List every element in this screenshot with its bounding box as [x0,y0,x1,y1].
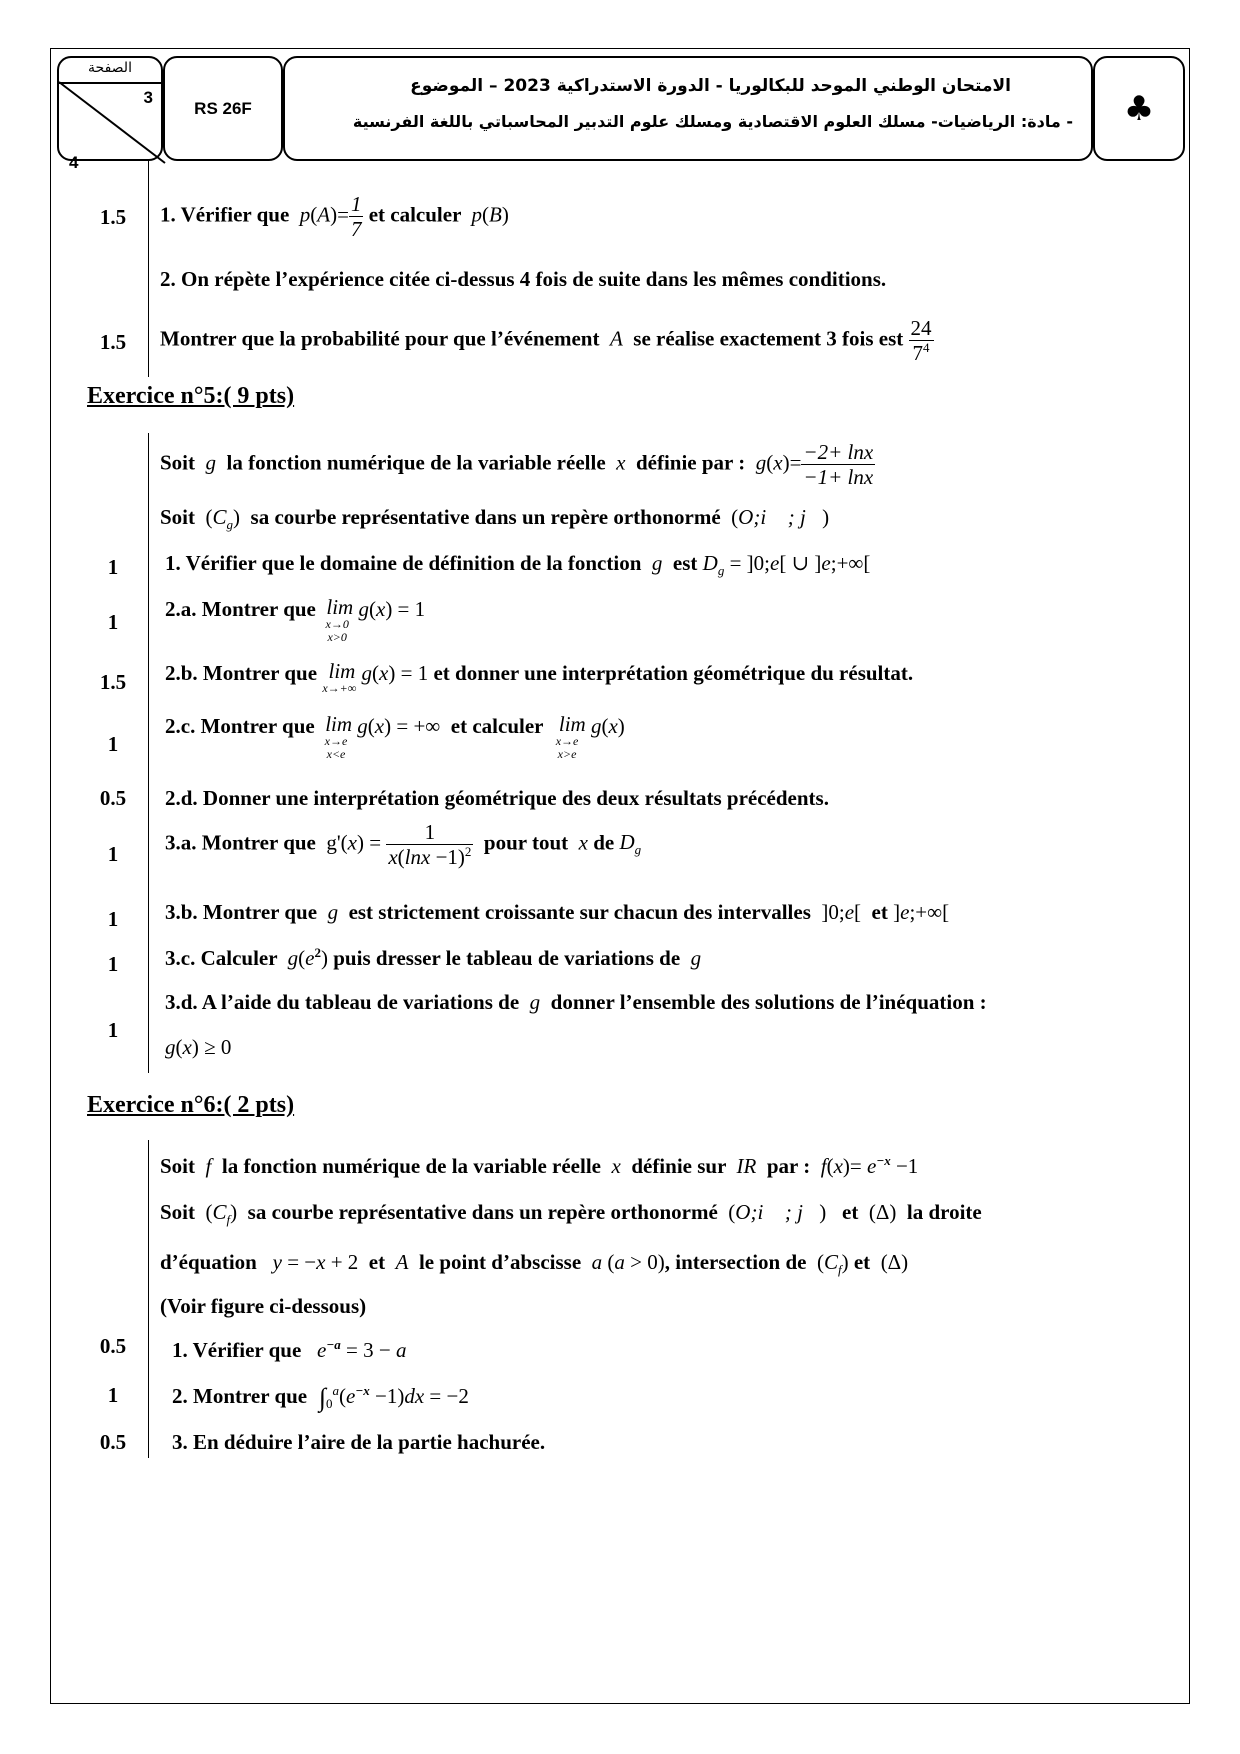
ex4-q1: 1. Vérifier que p(A)= $\frac{1}{7}$ et calculer p(B) [160,192,509,242]
ex5-q3d-inequation: g(x) ≥ 0 [165,1035,232,1059]
ex5-q3c: 3.c. Calculer $g(e^2)$ puis dresser le tableau de variations de g [165,945,702,970]
question-text: Montrer que la probabilité pour que l’événement [160,326,600,351]
margin-line-ex4 [148,161,149,377]
text: sa courbe représentative dans un repère orthonormé [247,1200,718,1224]
exam-code: RS 26F [163,56,283,161]
margin-line-ex6 [148,1140,149,1458]
points: 1.5 [99,670,127,694]
exam-title-line1: الامتحان الوطني الموحد للبكالوريا - الدورة الاستدراكية 2023 – الموضوع [410,76,1011,96]
text: définie par : [635,450,746,475]
points: 1 [107,952,119,976]
text: Soit [160,1200,196,1224]
exercise-6-title: Exercice n°6:( 2 pts) [87,1092,295,1118]
question-text: puis dresser le tableau de variations de [333,946,681,970]
text: Soit [160,1154,196,1178]
points: 1 [107,1018,119,1042]
question-text: 2.c. Montrer que [165,714,315,738]
text: la fonction numérique de la variable réelle [221,1154,601,1178]
page-number-box [57,56,163,172]
question-text: est strictement croissante sur chacun des intervalles [348,900,811,924]
points: 1.5 [99,330,127,354]
question-text: 1. Vérifier que [172,1338,302,1362]
ex5-q2c: 2.c. Montrer que lim x→e x<e g(x) = +∞ et calculer lim x→e x>e g(x) [165,712,625,761]
question-text: 1. Vérifier que [160,202,290,227]
ex5-q2d: 2.d. Donner une interprétation géométrique des deux résultats précédents. [165,786,829,810]
margin-line-ex5 [148,433,149,1073]
page-frame [50,48,1190,1704]
club-icon: ♣ [1093,56,1185,161]
text: le point d’abscisse [418,1250,582,1274]
question-text: pour tout [483,830,569,855]
text: et [842,1200,859,1224]
ex6-q1: 1. Vérifier que $e^{-a} = 3 - a$ [172,1337,407,1362]
text: la fonction numérique de la variable réelle [226,450,606,475]
text: et [853,1250,871,1274]
question-text: 3.c. Calculer [165,946,278,970]
ex5-q1: 1. Vérifier que le domaine de définition de la fonction g est $D_g$ = ]0;e[ ∪ ]e;+∞[ [165,551,871,579]
ex5-intro2: Soit $(C_g)$ sa courbe représentative dans un repère orthonormé (O;i⃗ ; j⃗) [160,505,830,533]
exam-title-box [283,56,1093,161]
ex6-intro4: (Voir figure ci-dessous) [160,1294,367,1318]
ex4-q2b: Montrer que la probabilité pour que l’événement A se réalise exactement 3 fois est $\frac{24}{7^4}$ [160,316,932,366]
text: , intersection de [664,1250,807,1274]
points: 1 [107,842,119,866]
ex6-intro2: Soit $(C_f)$ sa courbe représentative dans un repère orthonormé (O;i⃗ ; j⃗) et (Δ) la droite [160,1200,982,1228]
text: la droite [906,1200,982,1224]
question-text: 2.b. Montrer que [165,661,318,685]
question-text: et donner une interprétation géométrique du résultat. [433,661,914,685]
text: d’équation [160,1250,257,1274]
page-total: 4 [69,153,79,172]
ex5-intro1: Soit g la fonction numérique de la variable réelle x définie par : g(x)= $\frac{-2+ \ln x}{-1+ \ln x}$ [160,440,874,490]
points: 0.5 [99,1430,127,1454]
ex6-intro3: d’équation y = −x + 2 et A le point d’abscisse a (a > 0), intersection de $(C_f)$ et (Δ) [160,1250,909,1278]
ex6-q3: 3. En déduire l’aire de la partie hachurée. [172,1430,546,1454]
question-text: 3.d. A l’aide du tableau de variations de [165,990,520,1014]
text: Soit [160,505,196,529]
ex4-q2: 2. On répète l’expérience citée ci-dessus 4 fois de suite dans les mêmes conditions. [160,267,887,291]
text: et [368,1250,386,1274]
ex6-intro1: Soit f la fonction numérique de la variable réelle x définie sur IR par : $f(x)= e^{-x} -1$ [160,1153,919,1178]
points: 1.5 [99,205,127,229]
text: définie sur [631,1154,727,1178]
ex5-q3a: 3.a. Montrer que g'(x) = $\frac{1}{x(\ln x -1)^2}$ pour tout x de $D_g$ [165,820,642,870]
ex5-q3b: 3.b. Montrer que g est strictement croissante sur chacun des intervalles ]0;e[ et ]e;+∞[ [165,900,950,924]
exam-title-line2: - مادة: الرياضيات- مسلك العلوم الاقتصادية ومسلك علوم التدبير المحاسباتي باللغة الفرنسية [352,112,1073,131]
points: 1 [107,555,119,579]
text: par : [766,1154,811,1178]
question-text: donner l’ensemble des solutions de l’inéquation : [550,990,987,1014]
page-label: الصفحة [59,60,161,84]
ex5-q2a: 2.a. Montrer que lim x→0 x>0 g(x) = 1 [165,595,426,644]
exercise-5-title: Exercice n°5:( 9 pts) [87,383,295,409]
question-text: et calculer [450,714,544,738]
points: 1 [107,732,119,756]
text: sa courbe représentative dans un repère orthonormé [250,505,721,529]
question-text: se réalise exactement 3 fois est [633,326,904,351]
page-current: 3 [143,88,153,107]
question-text: 3.b. Montrer que [165,900,318,924]
question-text: 1. Vérifier que le domaine de définition de la fonction [165,551,642,575]
points: 1 [107,1383,119,1407]
points: 1 [107,610,119,634]
text: Soit [160,450,196,475]
points: 1 [107,907,119,931]
ex5-q3d: 3.d. A l’aide du tableau de variations de g donner l’ensemble des solutions de l’inéquation : [165,990,987,1014]
question-text: 2. Montrer que [172,1384,308,1408]
question-text: 2.a. Montrer que [165,597,316,621]
question-text: 3.a. Montrer que [165,830,316,855]
question-text: et calculer [368,202,462,227]
ex5-q2b: 2.b. Montrer que lim x→+∞ g(x) = 1 et donner une interprétation géométrique du résultat. [165,659,914,695]
points: 0.5 [99,786,127,810]
ex6-q2: 2. Montrer que $\int_0^a(e^{-x} -1)dx = -2$ [172,1383,469,1413]
points: 0.5 [99,1334,127,1358]
